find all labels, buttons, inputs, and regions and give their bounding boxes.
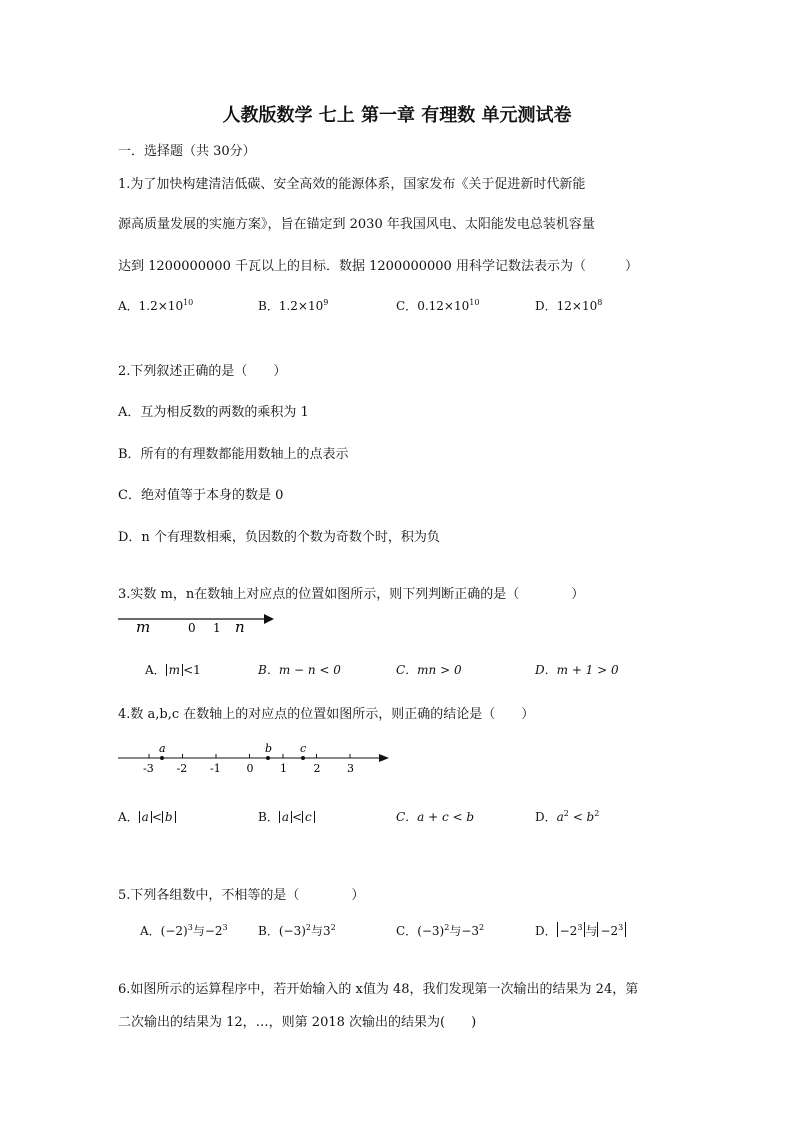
q4-option-d: D．$a^2 < b^2$ (535, 809, 600, 824)
q4-option-a: A． a < b (118, 808, 176, 825)
q5-option-c: C．$(-3)^2$与$-3^2$ (396, 923, 485, 938)
q4-option-c: C．a + c < b (396, 810, 475, 824)
q1-line-2: 源高质量发展的实施方案》，旨在锚定到 2030 年我国风电、太阳能发电总装机容量 (118, 217, 595, 232)
q1-option-a: A．$1.2\times 10^{10}$ (118, 298, 194, 313)
q1-option-c: C．$0.12\times 10^{10}$ (396, 298, 480, 313)
q4-tick-label: 3 (347, 762, 354, 775)
q4-tick-label: -2 (176, 762, 188, 775)
q4-tick-label: -3 (143, 762, 154, 775)
q6-line-2: 二次输出的结果为 12，…，则第 2018 次输出的结果为( ) (118, 1015, 477, 1030)
q4-label-b: b (265, 742, 273, 755)
q3-number-line (118, 606, 283, 636)
q5-option-b: B．$(-3)^2$与$3^2$ (258, 923, 336, 938)
q4-number-line (118, 740, 398, 776)
q2-option-d: D．n 个有理数相乘，负因数的个数为奇数个时，积为负 (118, 530, 440, 545)
q4-option-b: B． a < c (258, 808, 315, 825)
q1-line-1: 1.为了加快构建清洁低碳、安全高效的能源体系，国家发布《关于促进新时代新能 (118, 177, 586, 192)
q4-dot-c (301, 756, 305, 760)
q1-line-3: 达到 1200000000 千瓦以上的目标．数据 1200000000 用科学记数法表示为（ ） (118, 259, 638, 274)
q2-option-b: B．所有的有理数都能用数轴上的点表示 (118, 447, 349, 462)
q4-stem: 4.数 a,b,c 在数轴上的对应点的位置如图所示，则正确的结论是（ ） (118, 707, 535, 722)
page-title: 人教版数学 七上 第一章 有理数 单元测试卷 (222, 105, 572, 126)
q4-tick-label: 2 (313, 762, 321, 775)
q3-stem: 3.实数 m，n在数轴上对应点的位置如图所示，则下列判断正确的是（ ） (118, 587, 585, 602)
q3-option-b: B．m − n < 0 (258, 663, 341, 677)
q3-point-n: n (235, 618, 245, 636)
q3-option-a: A． m <1 (145, 663, 201, 677)
q3-option-d: D．m + 1 > 0 (535, 663, 619, 677)
q4-tick-label: -1 (210, 762, 221, 775)
q2-option-c: C．绝对值等于本身的数是 0 (118, 488, 284, 503)
q5-option-a: A．$(-2)^3$与$-2^3$ (140, 923, 228, 938)
q1-option-d: D．$12\times 10^8$ (535, 298, 603, 313)
q3-point-m: m (136, 618, 151, 636)
q3-tick-0: 0 (188, 621, 196, 635)
q3-option-c: C．mn > 0 (396, 663, 462, 677)
q5-option-d: D． $-2^3$ 与 $-2^3$ (535, 922, 626, 939)
q4-dot-b (266, 756, 270, 760)
q4-label-a: a (159, 742, 166, 755)
q1-option-b: B．$1.2\times 10^9$ (258, 298, 329, 313)
q3-tick-1: 1 (213, 621, 221, 635)
q2-stem: 2.下列叙述正确的是（ ） (118, 364, 287, 379)
q6-line-1: 6.如图所示的运算程序中，若开始输入的 x值为 48，我们发现第一次输出的结果为 24，第 (118, 982, 639, 997)
q4-tick-label: 0 (246, 762, 254, 775)
q5-stem: 5.下列各组数中，不相等的是（ ） (118, 888, 365, 903)
q4-dot-a (160, 756, 164, 760)
section-heading: 一．选择题（共 30分） (118, 144, 256, 159)
q2-option-a: A．互为相反数的两数的乘积为 1 (118, 405, 309, 420)
q4-label-c: c (300, 742, 307, 755)
q4-tick-label: 1 (280, 762, 287, 775)
